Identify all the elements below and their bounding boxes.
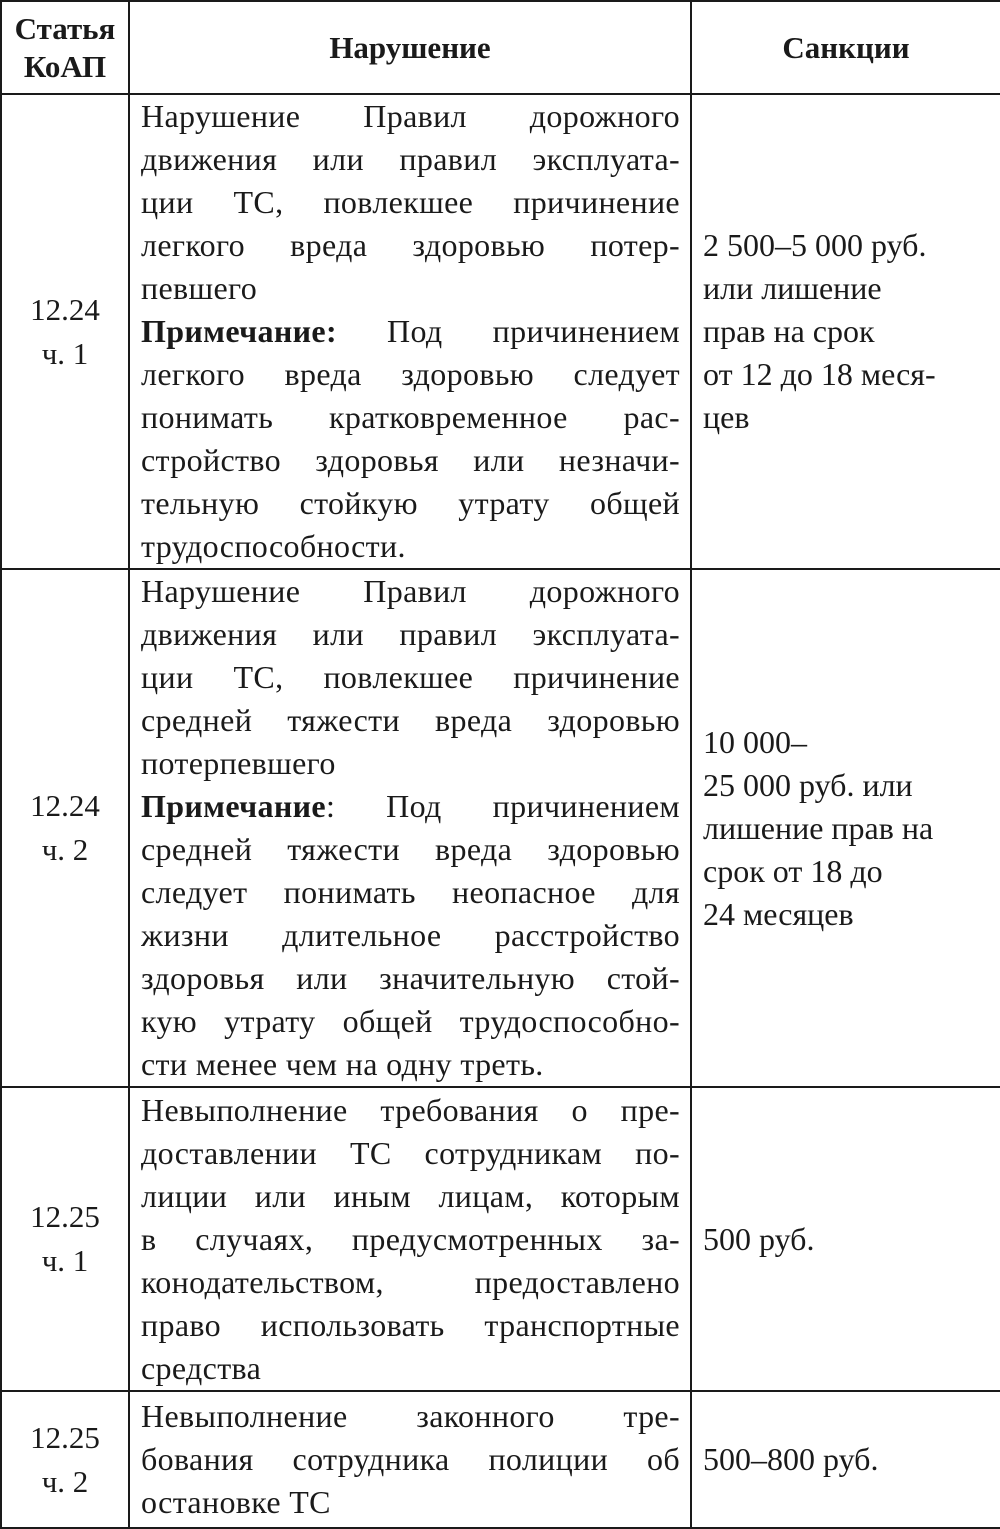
violation-line: Нарушение Правил дорожного	[141, 98, 680, 134]
note-line: средней тяжести вреда здоровью	[141, 831, 680, 867]
header-article	[1, 1, 129, 94]
header-sanctions: Санкции	[691, 1, 1000, 94]
sanction-line: 500 руб.	[703, 1220, 815, 1257]
note-line: кую утрату общей трудоспособно-	[141, 1003, 680, 1039]
note-line: следует понимать неопасное для	[141, 874, 680, 910]
article-number: 12.25	[30, 1419, 100, 1455]
violation-line: Нарушение Правил дорожного	[141, 573, 680, 609]
table-row	[1, 94, 1000, 569]
sanction-line: цев	[703, 399, 750, 435]
violation-line: лиции или иным лицам, которым	[141, 1177, 680, 1214]
note-text: : Под причинением	[325, 788, 680, 824]
sanction-line: от 12 до 18 меся-	[703, 356, 936, 392]
note-label: Примечание:	[141, 313, 337, 349]
note-line: стройство здоровья или незначи-	[141, 442, 680, 478]
note-line: трудоспособности.	[141, 528, 406, 564]
violation-cell	[129, 569, 691, 1087]
header-article-line: Статья	[14, 10, 116, 46]
sanction-line: или лишение	[703, 270, 882, 306]
article-cell	[1, 569, 129, 1087]
sanction-line: срок от 18 до	[703, 852, 883, 889]
sanction-line: 500–800 руб.	[703, 1441, 879, 1477]
sanction-cell	[691, 569, 1000, 1087]
article-number: 12.24	[30, 291, 100, 327]
violation-line: средней тяжести вреда здоровью	[141, 702, 680, 738]
violation-cell	[129, 94, 691, 569]
sanction-cell	[691, 1087, 1000, 1391]
article-number: 12.25	[30, 1199, 100, 1234]
note-line: легкого вреда здоровью следует	[141, 356, 680, 392]
sanction-cell	[691, 94, 1000, 569]
violation-line: движения или правил эксплуата-	[141, 141, 680, 177]
violation-line: конодательством, предоставлено	[141, 1263, 680, 1300]
sanction-line: 2 500–5 000 руб.	[703, 227, 927, 263]
violation-line: ции ТС, повлекшее причинение	[141, 659, 680, 695]
note-line: тельную стойкую утрату общей	[141, 485, 680, 521]
violation-cell	[129, 1087, 691, 1391]
violation-line: в случаях, предусмотренных за-	[141, 1220, 680, 1257]
header-article-line: КоАП	[23, 48, 107, 84]
sanction-line: прав на срок	[703, 313, 875, 349]
article-cell	[1, 1087, 129, 1391]
violation-line: ции ТС, повлекшее причинение	[141, 184, 680, 220]
violation-line: право использовать транспортные	[141, 1306, 680, 1343]
violation-line: бования сотрудника полиции об	[141, 1441, 680, 1477]
violation-line: певшего	[141, 270, 258, 306]
note-text: Под причинением	[336, 313, 680, 349]
article-cell	[1, 1391, 129, 1528]
note-first-line	[141, 310, 680, 353]
table-header-row	[1, 1, 1000, 94]
violation-line: Невыполнение требования о пре-	[141, 1091, 680, 1128]
violation-line: остановке ТС	[141, 1484, 331, 1520]
note-line: понимать кратковременное рас-	[141, 399, 680, 435]
violation-cell	[129, 1391, 691, 1528]
violation-line: легкого вреда здоровью потер-	[141, 227, 680, 263]
note-first-line	[141, 785, 680, 828]
sanction-line: 10 000–	[703, 723, 807, 760]
article-part: ч. 2	[41, 1463, 89, 1499]
table-row	[1, 1087, 1000, 1391]
violation-line: доставлении ТС сотрудникам по-	[141, 1134, 680, 1171]
article-part: ч. 1	[41, 1243, 89, 1278]
violation-line: движения или правил эксплуата-	[141, 616, 680, 652]
header-violation: Нарушение	[129, 1, 691, 94]
violation-line: средства	[141, 1349, 262, 1386]
sanction-line: 25 000 руб. или	[703, 766, 913, 803]
violation-line: потерпевшего	[141, 745, 336, 781]
table-row	[1, 1391, 1000, 1528]
article-number: 12.24	[30, 788, 100, 823]
table-row	[1, 569, 1000, 1087]
violation-line: Невыполнение законного тре-	[141, 1398, 680, 1434]
note-line: здоровья или значительную стой-	[141, 960, 680, 996]
sanction-cell	[691, 1391, 1000, 1528]
article-cell	[1, 94, 129, 569]
note-line: жизни длительное расстройство	[141, 917, 680, 953]
sanction-line: лишение прав на	[703, 809, 934, 846]
article-part: ч. 2	[41, 832, 89, 867]
article-part: ч. 1	[41, 335, 89, 371]
note-label: Примечание	[141, 788, 326, 824]
sanction-line: 24 месяцев	[703, 895, 854, 932]
note-line: сти менее чем на одну треть.	[141, 1046, 544, 1082]
